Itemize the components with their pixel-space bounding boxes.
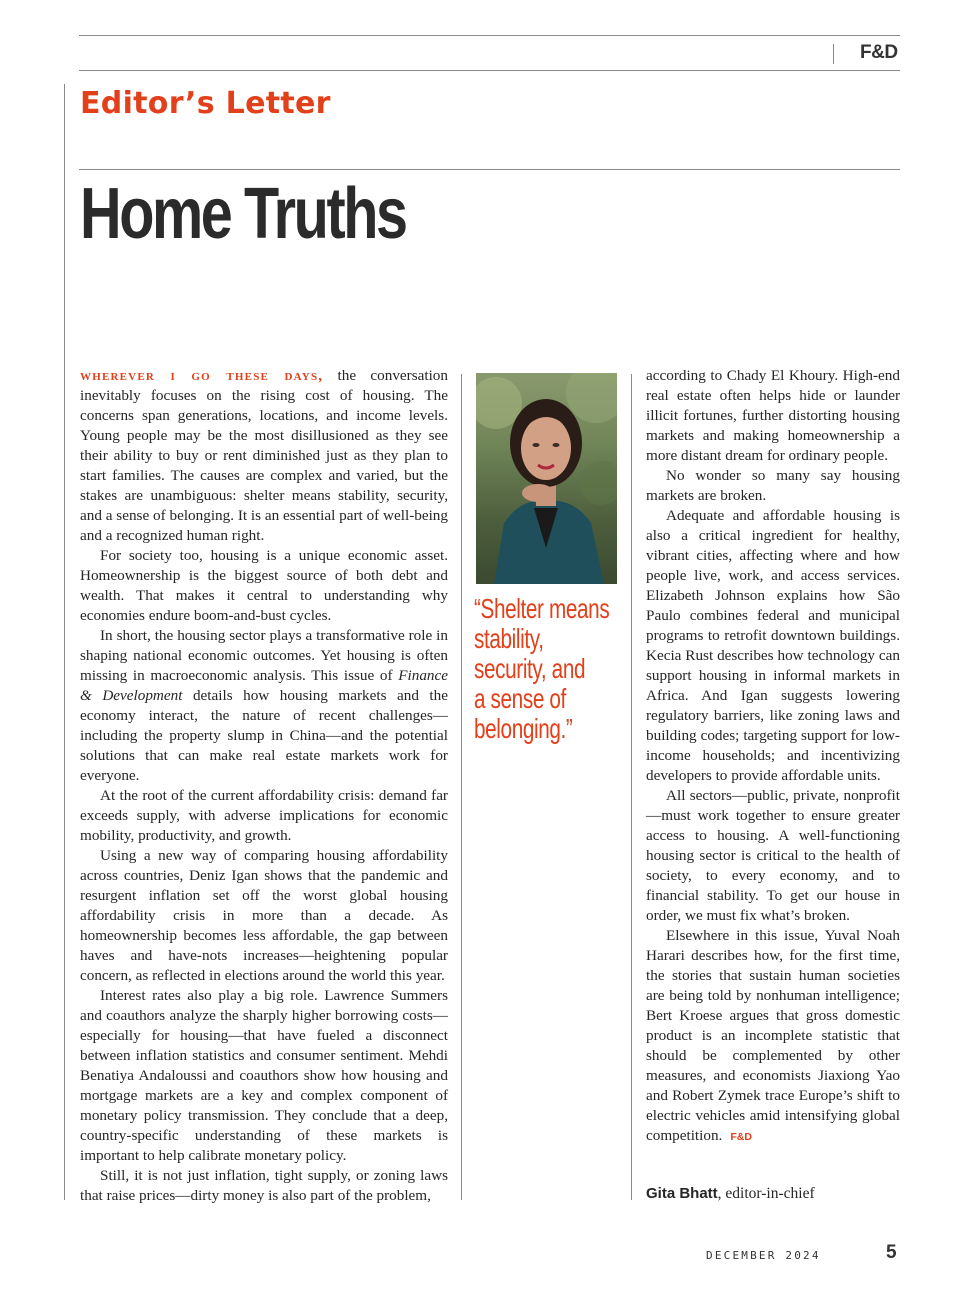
pull-quote-line: security, and bbox=[474, 653, 586, 684]
brand-divider bbox=[833, 44, 834, 64]
portrait-photo bbox=[476, 373, 617, 584]
pull-quote-line: stability, bbox=[474, 623, 544, 654]
paragraph: In short, the housing sector plays a transformative role in shaping national economic outcomes. Yet housing is often missing in macroeconomic analysis. This issue of Finance & Development details how housing markets and the economy interact, the nature of recent challenges—including the property slump in China—and the potential solutions that can make real estate markets work for everyone. bbox=[80, 627, 448, 784]
pull-quote-line: a sense of bbox=[474, 683, 566, 714]
title-rule bbox=[79, 169, 900, 170]
pull-quote bbox=[474, 593, 610, 744]
page-title: Home Truths bbox=[80, 174, 406, 254]
top-rule bbox=[79, 35, 900, 36]
magazine-brand: F&D bbox=[860, 42, 898, 63]
pull-quote-line: belonging.” bbox=[474, 713, 573, 744]
paragraph: according to Chady El Khoury. High-end real estate often helps hide or launder illicit fortunes, further distorting housing markets and making homeownership a more distant dream for ordinary people. bbox=[646, 367, 900, 464]
column-divider-1 bbox=[461, 374, 462, 1200]
signature bbox=[646, 1185, 815, 1203]
author-name: Gita Bhatt bbox=[646, 1185, 718, 1202]
paragraph: Interest rates also play a big role. Lawrence Summers and coauthors analyze the sharply higher borrowing costs—especially for housing—that have fueled a disconnect between inflation statistics and consumer sentiment. Mehdi Benatiya Andaloussi and coauthors show how housing and mortgage markets are a key and complex component of monetary policy transmission. They conclude that a deep, country-specific understanding of these markets is important to help calibrate monetary policy. bbox=[80, 987, 448, 1164]
paragraph: Still, it is not just inflation, tight supply, or zoning laws that raise prices—dirty money is also part of the problem, bbox=[80, 1167, 448, 1204]
author-title: , editor-in-chief bbox=[717, 1185, 815, 1202]
paragraph: Elsewhere in this issue, Yuval Noah Harari describes how, for the first time, the stories that sustain human societies are being told by nonhuman intelligence; Bert Kroese argues that gross domestic product is an incomplete statistic that should be complemented by other measures, and economists Jiaxiong Yao and Robert Zymek trace Europe’s shift to electric vehicles amid intensifying global competition. F&D bbox=[646, 927, 900, 1144]
paragraph: At the root of the current affordability crisis: demand far exceeds supply, with adverse implications for economic mobility, productivity, and growth. bbox=[80, 787, 448, 844]
paragraph: All sectors—public, private, nonprofit—must work together to ensure greater access to housing. A well-functioning housing sector is critical to the health of society, to every economy, and to financial stability. To get our house in order, we must fix what’s broken. bbox=[646, 787, 900, 924]
article-column-1 bbox=[80, 366, 448, 1206]
lead-in: wherever i go these days, bbox=[80, 368, 324, 384]
publication-title: Finance & Development bbox=[80, 667, 448, 704]
end-mark: F&D bbox=[730, 1131, 752, 1143]
paragraph: wherever i go these days, the conversation inevitably focuses on the rising cost of housing. The concerns span generations, locations, and income levels. Young people may be the most disillusioned as they see their ability to buy or rent diminished just as they plan to start families. The causes are complex and varied, but the stakes are unambiguous: shelter means stability, security, and a sense of belonging. It is an essential part of well-being and a recognized human right. bbox=[80, 367, 448, 544]
section-label: Editor’s Letter bbox=[80, 86, 331, 121]
article-column-3 bbox=[646, 366, 900, 1147]
pull-quote-line: “Shelter means bbox=[474, 593, 610, 624]
header-rule bbox=[79, 70, 900, 71]
paragraph: No wonder so many say housing markets are broken. bbox=[646, 467, 900, 504]
issue-date: DECEMBER 2024 bbox=[706, 1249, 821, 1262]
paragraph: Using a new way of comparing housing affordability across countries, Deniz Igan shows that the pandemic and resurgent inflation set off the worst global housing affordability crisis in more than a decade. As homeownership becomes less affordable, the gap between haves and have-nots increases—heightening popular concern, as reflected in elections around the world this year. bbox=[80, 847, 448, 984]
paragraph: Adequate and affordable housing is also a critical ingredient for healthy, vibrant cities, affecting where and how people live, work, and access services. Elizabeth Johnson explains how São Paulo combines federal and municipal programs to retrofit downtown buildings. Kecia Rust describes how technology can support housing in informal markets in Africa. And Igan suggests lowering regulatory barriers, like zoning laws and building codes; targeting support for low-income households; and incentivizing developers to provide affordable units. bbox=[646, 507, 900, 784]
page-number: 5 bbox=[886, 1242, 897, 1263]
column-divider-2 bbox=[631, 374, 632, 1200]
paragraph: For society too, housing is a unique economic asset. Homeownership is the biggest source of both debt and wealth. That makes it central to understanding why economies endure boom-and-bust cycles. bbox=[80, 547, 448, 624]
portrait-illustration bbox=[476, 373, 617, 584]
left-margin-rule bbox=[64, 84, 65, 1200]
